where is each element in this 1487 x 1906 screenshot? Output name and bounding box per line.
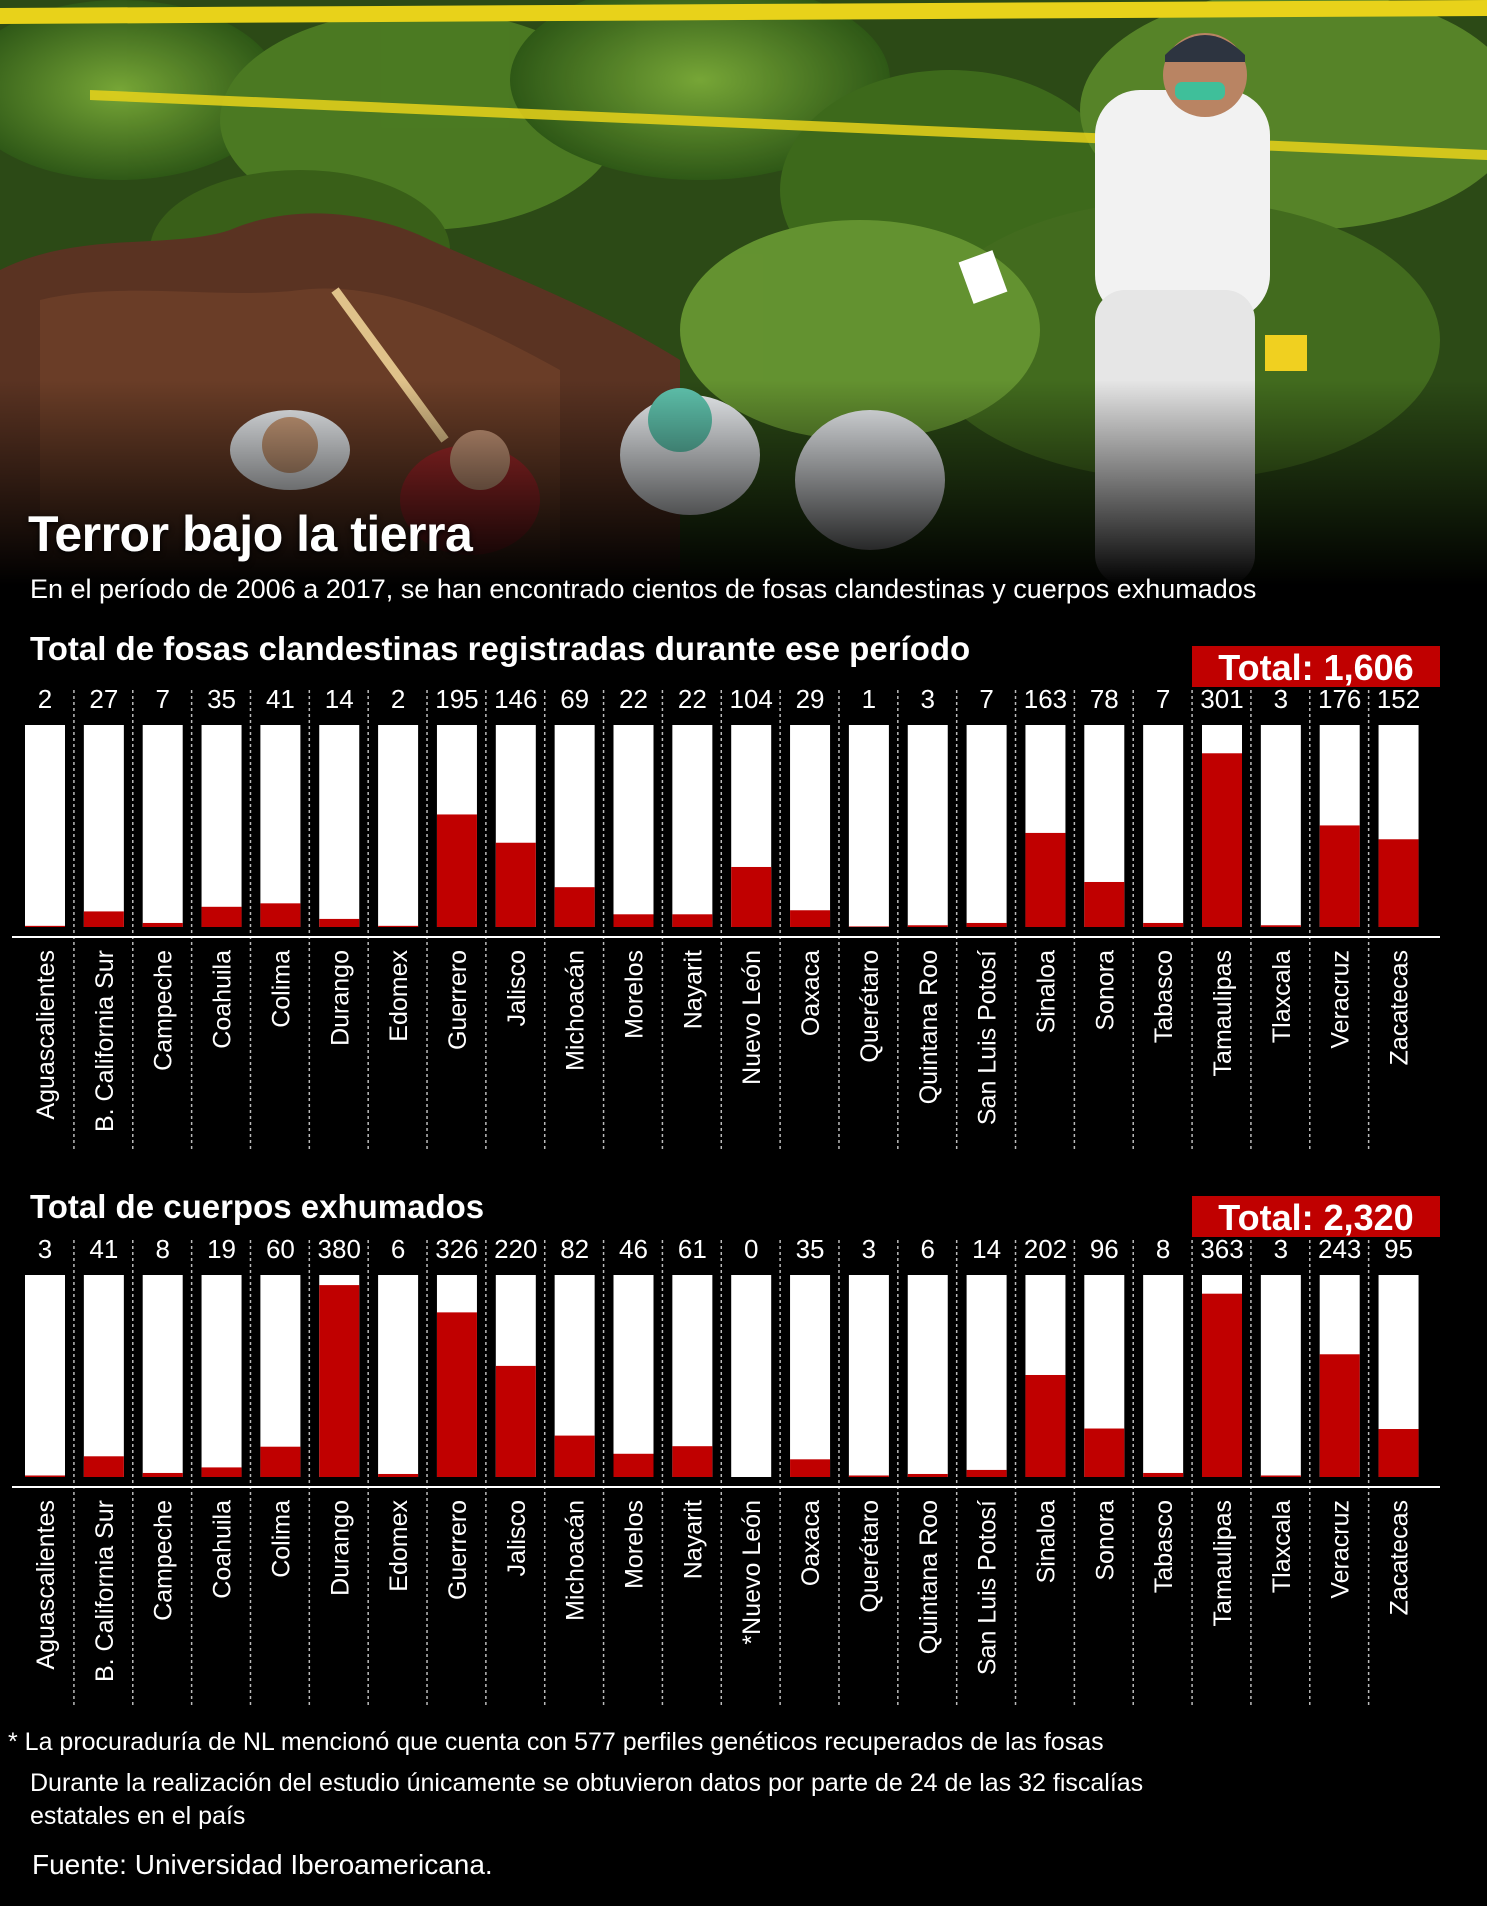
value-label: 35 bbox=[795, 1234, 825, 1264]
bar bbox=[849, 926, 889, 927]
bar bbox=[790, 910, 830, 927]
footnote-nl: * La procuraduría de NL mencionó que cuenta con 577 perfiles genéticos recuperados de las fosas bbox=[8, 1728, 1104, 1756]
bar bbox=[1084, 882, 1124, 927]
category-label: Guerrero bbox=[443, 1500, 472, 1601]
category-label: San Luis Potosí bbox=[973, 1500, 1002, 1676]
value-label: 7 bbox=[155, 684, 170, 714]
bar bbox=[1379, 1429, 1419, 1477]
bar bbox=[25, 926, 65, 927]
category-label: Morelos bbox=[620, 950, 649, 1039]
bar bbox=[908, 925, 948, 927]
bar bbox=[672, 914, 712, 927]
bar bbox=[614, 914, 654, 927]
category-label: Morelos bbox=[620, 1500, 649, 1589]
value-label: 3 bbox=[37, 1234, 53, 1264]
category-label: Michoacán bbox=[561, 950, 590, 1071]
category-label: Tamaulipas bbox=[1209, 950, 1237, 1077]
bar-background bbox=[25, 725, 65, 927]
bar bbox=[260, 1447, 300, 1477]
bar-background bbox=[202, 725, 242, 927]
value-label: 363 bbox=[1200, 1234, 1244, 1264]
bar bbox=[908, 1474, 948, 1477]
category-label: Oaxaca bbox=[797, 950, 826, 1037]
source-credit: Fuente: Universidad Iberoamericana. bbox=[32, 1849, 493, 1880]
category-label: Veracruz bbox=[1326, 950, 1355, 1049]
forensic-scene-illustration bbox=[0, 0, 1487, 585]
category-label: B. California Sur bbox=[90, 1500, 119, 1683]
bar bbox=[202, 907, 242, 927]
bar bbox=[143, 923, 183, 927]
bar-background bbox=[1143, 725, 1183, 927]
chart-title-cuerpos: Total de cuerpos exhumados bbox=[30, 1188, 485, 1225]
value-label: 78 bbox=[1089, 684, 1119, 714]
value-label: 6 bbox=[390, 1234, 406, 1264]
value-label: 243 bbox=[1318, 1234, 1362, 1264]
value-label: 0 bbox=[743, 1234, 759, 1264]
bar bbox=[496, 843, 536, 927]
category-label: Durango bbox=[326, 1500, 355, 1596]
bar-background bbox=[672, 725, 712, 927]
category-label: Campeche bbox=[149, 1500, 178, 1621]
category-label: Sinaloa bbox=[1032, 1500, 1061, 1584]
value-label: 2 bbox=[37, 684, 53, 714]
category-label: Jalisco bbox=[502, 1500, 531, 1577]
category-label: Sinaloa bbox=[1032, 950, 1061, 1034]
bar-background bbox=[849, 1275, 889, 1477]
value-label: 104 bbox=[729, 684, 773, 714]
bar bbox=[1202, 753, 1242, 927]
category-label: Edomex bbox=[385, 950, 414, 1042]
bar bbox=[555, 1436, 595, 1477]
value-label: 60 bbox=[265, 1234, 295, 1264]
bar bbox=[437, 814, 477, 927]
bar bbox=[672, 1446, 712, 1477]
category-label: Tamaulipas bbox=[1209, 1500, 1237, 1627]
category-label: Oaxaca bbox=[797, 1500, 826, 1587]
bar-background bbox=[1261, 1275, 1301, 1477]
bar bbox=[437, 1312, 477, 1477]
value-label: 152 bbox=[1376, 684, 1421, 714]
bar-background bbox=[790, 725, 830, 927]
value-label: 46 bbox=[619, 1234, 648, 1264]
value-label: 96 bbox=[1089, 1234, 1119, 1264]
page-title: Terror bajo la tierra bbox=[28, 506, 473, 562]
value-label: 27 bbox=[89, 684, 119, 714]
total-badge-fosas: Total: 1,606 bbox=[1192, 646, 1440, 687]
value-label: 61 bbox=[677, 1234, 707, 1264]
bar-background bbox=[790, 1275, 830, 1477]
bar-background bbox=[967, 725, 1007, 927]
category-label: Campeche bbox=[149, 950, 178, 1071]
chart-cuerpos bbox=[0, 1230, 1487, 1715]
value-label: 7 bbox=[979, 684, 994, 714]
bar-background bbox=[614, 725, 654, 927]
bar-background bbox=[260, 1275, 300, 1477]
bar bbox=[1025, 1375, 1065, 1477]
value-label: 19 bbox=[207, 1234, 237, 1264]
value-label: 69 bbox=[560, 684, 590, 714]
bar bbox=[1261, 925, 1301, 927]
category-label: Coahuila bbox=[208, 950, 237, 1049]
bar bbox=[790, 1459, 830, 1477]
bar bbox=[319, 1285, 359, 1477]
bar-background bbox=[967, 1275, 1007, 1477]
category-label: Querétaro bbox=[855, 1500, 884, 1613]
category-label: Coahuila bbox=[208, 1500, 237, 1599]
bar bbox=[260, 903, 300, 927]
category-label: Zacatecas bbox=[1385, 950, 1414, 1066]
category-label: Quintana Roo bbox=[914, 950, 943, 1105]
bar bbox=[202, 1467, 242, 1477]
category-label: Tabasco bbox=[1150, 1500, 1179, 1594]
chart-fosas bbox=[0, 680, 1487, 1160]
bar-background bbox=[319, 725, 359, 927]
category-label: Guerrero bbox=[443, 950, 472, 1051]
value-label: 29 bbox=[795, 684, 825, 714]
category-label: Michoacán bbox=[561, 1500, 590, 1621]
bar-background bbox=[84, 725, 124, 927]
category-label: Nuevo León bbox=[738, 950, 767, 1085]
bar-background bbox=[731, 1275, 771, 1477]
category-label: Aguascalientes bbox=[32, 1500, 60, 1670]
value-label: 326 bbox=[435, 1234, 479, 1264]
category-label: Zacatecas bbox=[1385, 1500, 1414, 1616]
bar-background bbox=[378, 725, 418, 927]
bar bbox=[1143, 1473, 1183, 1477]
category-label: Edomex bbox=[385, 1500, 414, 1592]
bar bbox=[614, 1454, 654, 1477]
category-label: Querétaro bbox=[855, 950, 884, 1063]
bar-background bbox=[143, 725, 183, 927]
footnote-study-2: estatales en el país bbox=[30, 1802, 246, 1830]
value-label: 6 bbox=[920, 1234, 935, 1264]
bar bbox=[1143, 923, 1183, 927]
category-label: Colima bbox=[267, 1500, 296, 1578]
value-label: 7 bbox=[1155, 684, 1171, 714]
value-label: 22 bbox=[619, 684, 648, 714]
value-label: 41 bbox=[265, 684, 295, 714]
header-photo bbox=[0, 0, 1487, 585]
chart-title-fosas: Total de fosas clandestinas registradas durante ese período bbox=[30, 630, 971, 667]
category-label: Sonora bbox=[1091, 950, 1120, 1031]
bar bbox=[967, 1470, 1007, 1477]
value-label: 202 bbox=[1023, 1234, 1068, 1264]
bar-background bbox=[378, 1275, 418, 1477]
category-label: Nayarit bbox=[679, 950, 708, 1030]
value-label: 8 bbox=[155, 1234, 170, 1264]
bar bbox=[967, 923, 1007, 927]
category-label: Sonora bbox=[1091, 1500, 1120, 1581]
value-label: 22 bbox=[677, 684, 707, 714]
category-label: Veracruz bbox=[1326, 1500, 1355, 1599]
bar-background bbox=[202, 1275, 242, 1477]
bar bbox=[849, 1475, 889, 1477]
value-label: 8 bbox=[1155, 1234, 1171, 1264]
bar bbox=[84, 911, 124, 927]
category-label: San Luis Potosí bbox=[973, 950, 1002, 1126]
bar-background bbox=[908, 1275, 948, 1477]
value-label: 82 bbox=[560, 1234, 590, 1264]
bar bbox=[731, 867, 771, 927]
value-label: 163 bbox=[1023, 684, 1068, 714]
value-label: 3 bbox=[1273, 1234, 1289, 1264]
value-label: 95 bbox=[1384, 1234, 1414, 1264]
value-label: 301 bbox=[1200, 684, 1244, 714]
value-label: 14 bbox=[324, 684, 354, 714]
page-subtitle: En el período de 2006 a 2017, se han encontrado cientos de fosas clandestinas y cuerpos exhumados bbox=[30, 574, 1257, 604]
value-label: 1 bbox=[861, 684, 877, 714]
category-label: Colima bbox=[267, 950, 296, 1028]
value-label: 14 bbox=[972, 1234, 1002, 1264]
value-label: 3 bbox=[1273, 684, 1289, 714]
bar-background bbox=[908, 725, 948, 927]
category-label: Nayarit bbox=[679, 1500, 708, 1580]
category-label: B. California Sur bbox=[90, 950, 119, 1133]
bar-background bbox=[84, 1275, 124, 1477]
bar-background bbox=[143, 1275, 183, 1477]
value-label: 35 bbox=[207, 684, 237, 714]
bar bbox=[84, 1456, 124, 1477]
value-label: 3 bbox=[861, 1234, 877, 1264]
bar bbox=[555, 887, 595, 927]
category-label: Tlaxcala bbox=[1267, 1500, 1296, 1594]
value-label: 220 bbox=[494, 1234, 538, 1264]
bar-background bbox=[849, 725, 889, 927]
bar bbox=[1202, 1294, 1242, 1477]
value-label: 176 bbox=[1318, 684, 1362, 714]
bar bbox=[319, 919, 359, 927]
bar-background bbox=[1143, 1275, 1183, 1477]
category-label: *Nuevo León bbox=[738, 1500, 767, 1645]
bar bbox=[378, 926, 418, 927]
bar bbox=[378, 1474, 418, 1477]
bar bbox=[1320, 1354, 1360, 1477]
category-label: Jalisco bbox=[502, 950, 531, 1027]
bar bbox=[1084, 1429, 1124, 1477]
bar bbox=[1320, 825, 1360, 927]
category-label: Tabasco bbox=[1150, 950, 1179, 1044]
bar bbox=[1379, 839, 1419, 927]
category-label: Aguascalientes bbox=[32, 950, 60, 1120]
bar-background bbox=[25, 1275, 65, 1477]
value-label: 3 bbox=[920, 684, 935, 714]
bar bbox=[496, 1366, 536, 1477]
value-label: 41 bbox=[89, 1234, 119, 1264]
value-label: 146 bbox=[494, 684, 538, 714]
value-label: 2 bbox=[390, 684, 406, 714]
footnote-study-1: Durante la realización del estudio únicamente se obtuvieron datos por parte de 24 de las 32 fiscalías bbox=[30, 1769, 1144, 1797]
bar-background bbox=[1261, 725, 1301, 927]
bar-background bbox=[614, 1275, 654, 1477]
category-label: Durango bbox=[326, 950, 355, 1046]
total-badge-cuerpos: Total: 2,320 bbox=[1192, 1196, 1440, 1237]
category-label: Tlaxcala bbox=[1267, 950, 1296, 1044]
category-label: Quintana Roo bbox=[914, 1500, 943, 1655]
bar bbox=[25, 1475, 65, 1477]
bar bbox=[1025, 833, 1065, 927]
bar bbox=[1261, 1475, 1301, 1477]
bar bbox=[143, 1473, 183, 1477]
value-label: 195 bbox=[435, 684, 479, 714]
value-label: 380 bbox=[317, 1234, 361, 1264]
bar-background bbox=[260, 725, 300, 927]
